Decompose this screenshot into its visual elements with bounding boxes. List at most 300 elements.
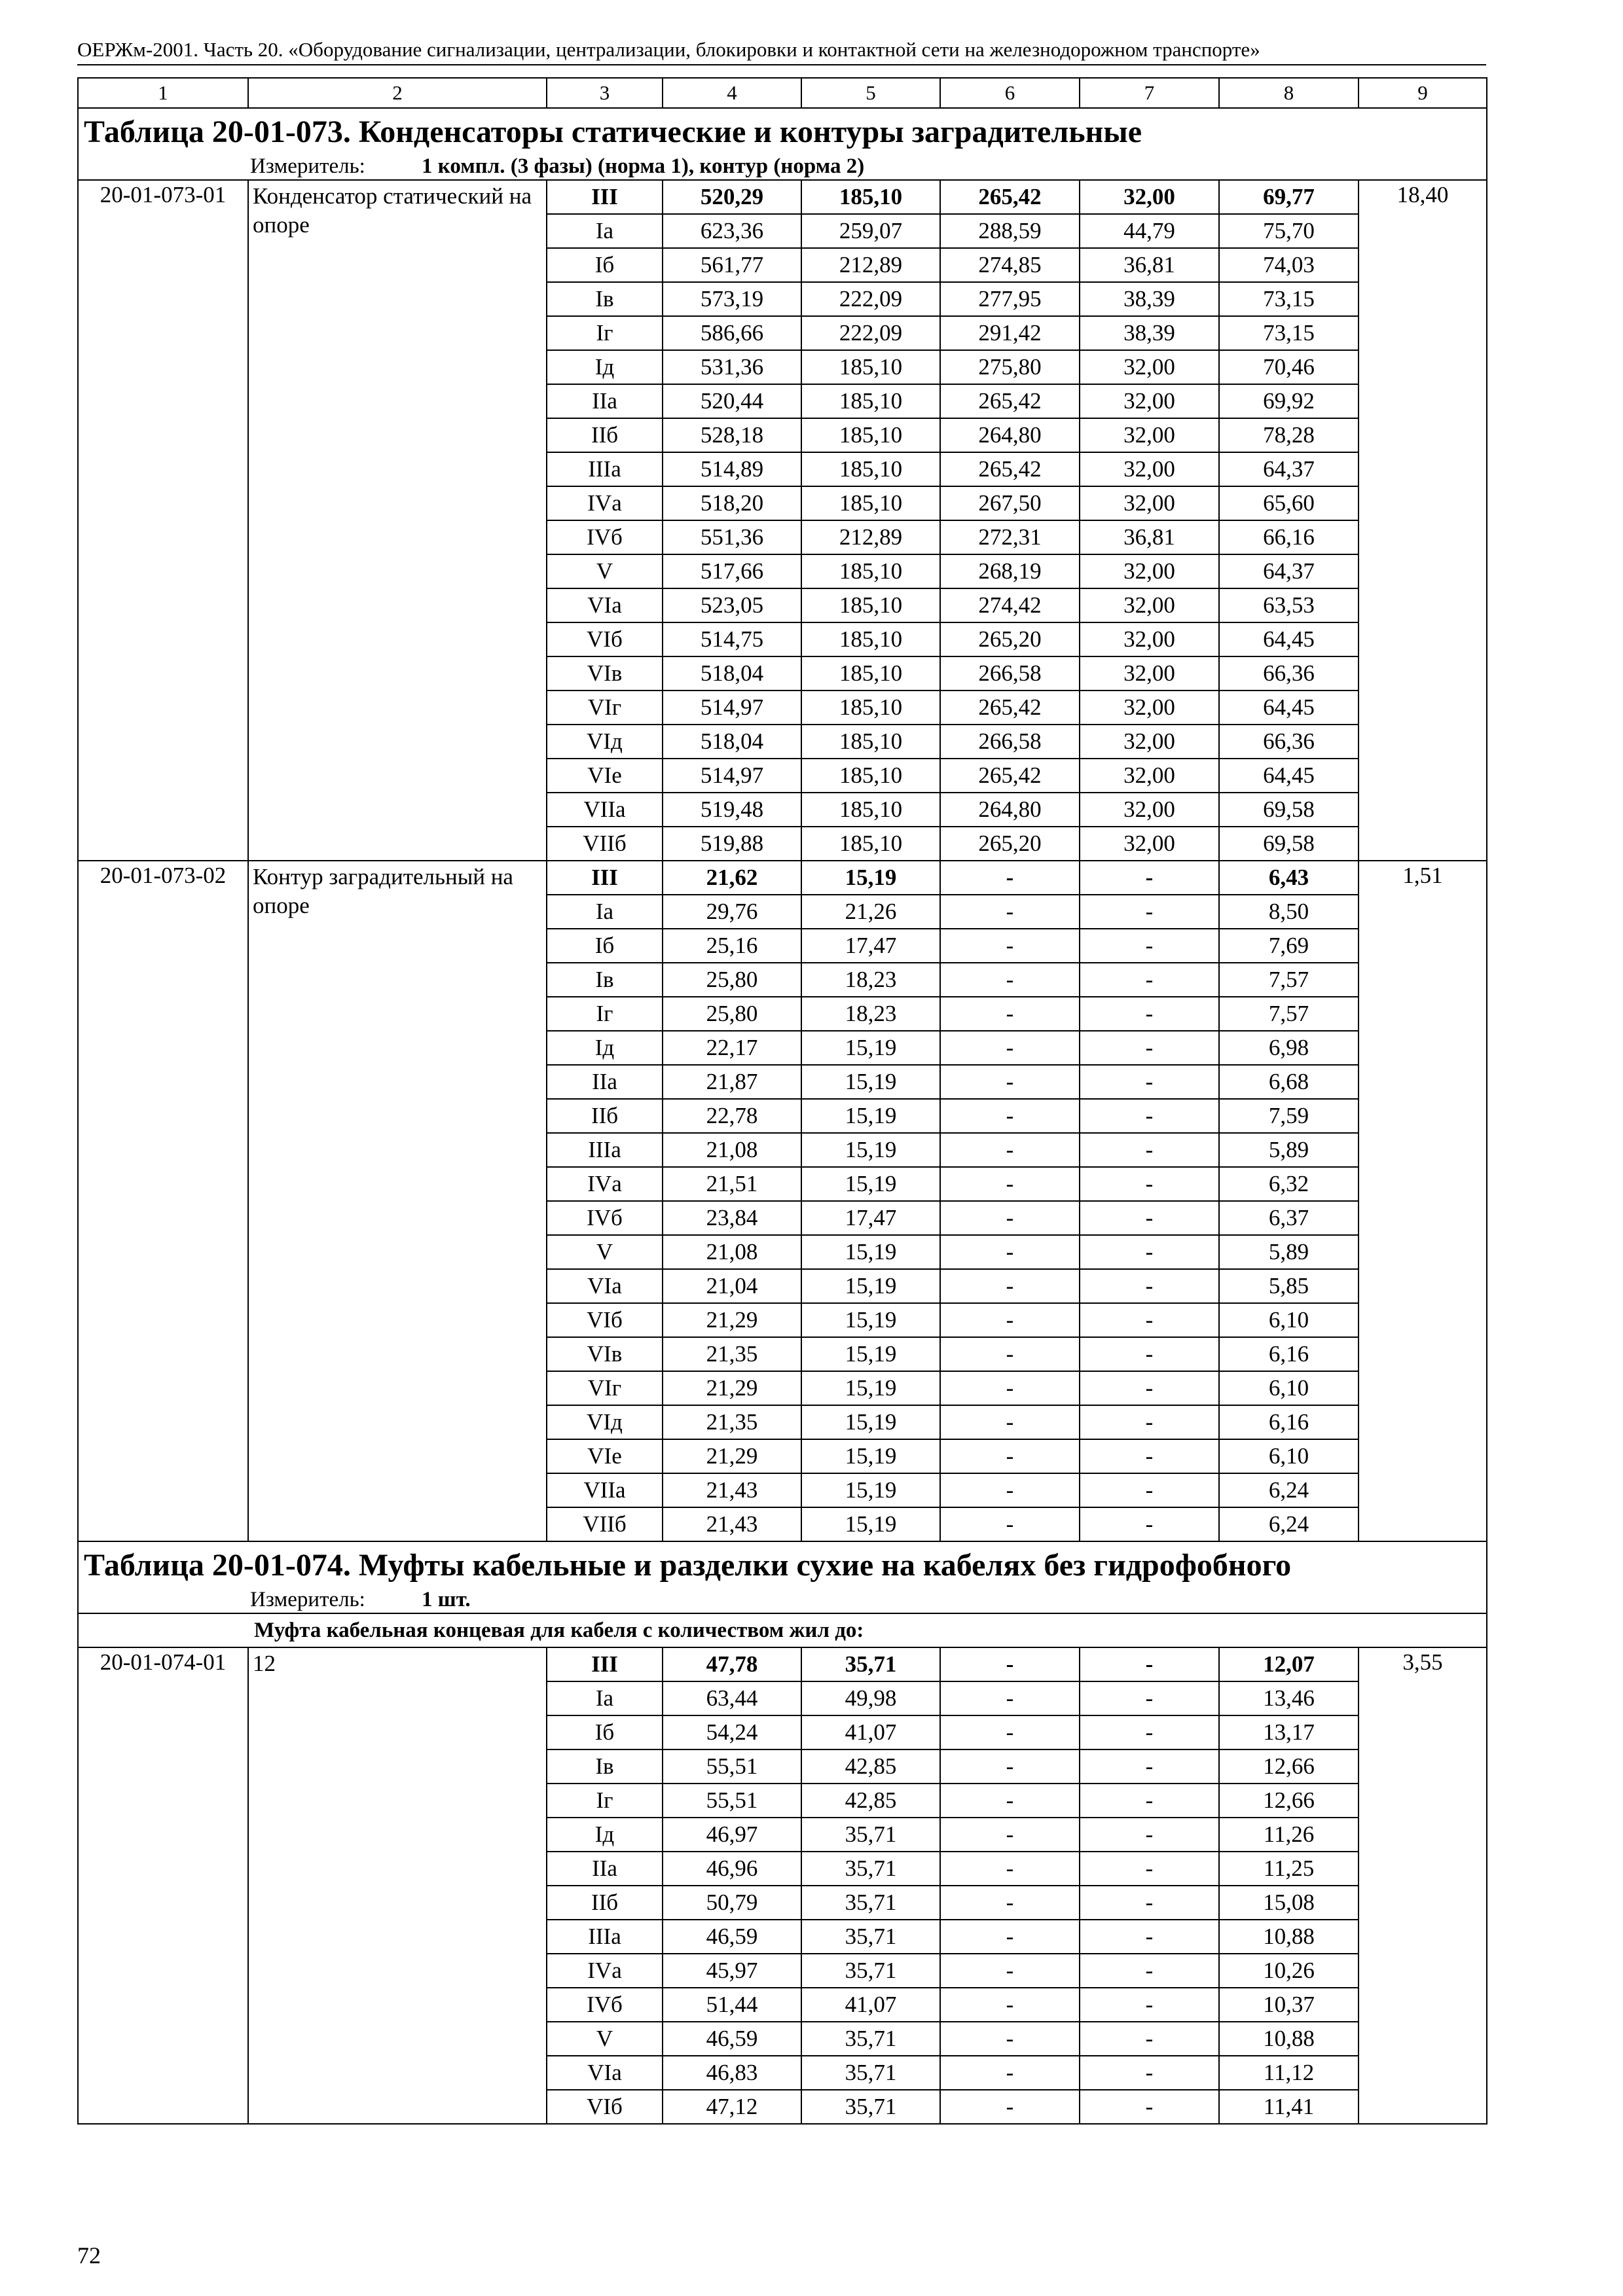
zone-cell: VIIб: [547, 1507, 663, 1541]
zone-cell: IIа: [547, 1065, 663, 1099]
value-cell: 10,88: [1219, 2022, 1359, 2056]
value-cell: 265,42: [940, 384, 1080, 418]
value-cell: -: [1080, 1099, 1219, 1133]
value-cell: -: [940, 1269, 1080, 1303]
value-cell: 21,87: [663, 1065, 801, 1099]
value-cell: 45,97: [663, 1954, 801, 1988]
value-cell: -: [1080, 895, 1219, 929]
value-cell: 185,10: [801, 384, 940, 418]
value-cell: -: [1080, 1235, 1219, 1269]
zone-cell: VIа: [547, 2056, 663, 2090]
value-cell: -: [1080, 1167, 1219, 1201]
value-cell: 21,08: [663, 1133, 801, 1167]
value-cell: 185,10: [801, 759, 940, 793]
value-cell: -: [940, 1167, 1080, 1201]
value-cell: 15,19: [801, 1269, 940, 1303]
measure-value: 1 компл. (3 фазы) (норма 1), контур (норма 2): [422, 154, 865, 178]
value-cell: 12,07: [1219, 1647, 1359, 1681]
rate-code: 20-01-073-02: [78, 861, 248, 1541]
value-cell: -: [1080, 1473, 1219, 1507]
value-cell: 264,80: [940, 793, 1080, 827]
table-row: [78, 180, 1487, 214]
value-cell: 64,37: [1219, 554, 1359, 588]
value-cell: 18,23: [801, 997, 940, 1031]
column-number: 1: [78, 78, 248, 108]
value-cell: 32,00: [1080, 452, 1219, 486]
zone-cell: Iг: [547, 1784, 663, 1818]
value-cell: -: [940, 1201, 1080, 1235]
zone-cell: III: [547, 1647, 663, 1681]
value-cell: 21,43: [663, 1473, 801, 1507]
value-cell: 69,92: [1219, 384, 1359, 418]
value-cell: 6,10: [1219, 1371, 1359, 1405]
zone-cell: V: [547, 1235, 663, 1269]
value-cell: 29,76: [663, 895, 801, 929]
column-number: 5: [801, 78, 940, 108]
value-cell: 42,85: [801, 1749, 940, 1784]
value-cell: 51,44: [663, 1988, 801, 2022]
zone-cell: VIе: [547, 759, 663, 793]
value-cell: -: [940, 1920, 1080, 1954]
value-cell: -: [940, 1473, 1080, 1507]
zone-cell: Iд: [547, 350, 663, 384]
value-cell: 11,26: [1219, 1818, 1359, 1852]
value-cell: 265,42: [940, 691, 1080, 725]
value-cell: 185,10: [801, 691, 940, 725]
zone-cell: Iг: [547, 997, 663, 1031]
zone-cell: VIв: [547, 1337, 663, 1371]
rate-code: 20-01-073-01: [78, 180, 248, 861]
value-cell: -: [1080, 1647, 1219, 1681]
table-title: Таблица 20-01-073. Конденсаторы статические и контуры заградительные: [78, 108, 1487, 153]
value-cell: 32,00: [1080, 384, 1219, 418]
value-cell: -: [940, 1065, 1080, 1099]
zone-cell: VIд: [547, 1405, 663, 1439]
value-cell: 35,71: [801, 2090, 940, 2124]
measure-label: Измеритель:: [250, 1588, 365, 1611]
zone-cell: Iб: [547, 248, 663, 282]
value-cell: 15,19: [801, 1099, 940, 1133]
value-cell: -: [1080, 1954, 1219, 1988]
value-cell: 15,19: [801, 1405, 940, 1439]
value-cell: 514,97: [663, 691, 801, 725]
value-cell: -: [940, 1818, 1080, 1852]
value-cell: 32,00: [1080, 725, 1219, 759]
value-cell: 519,88: [663, 827, 801, 861]
value-cell: 7,57: [1219, 963, 1359, 997]
value-cell: 35,71: [801, 1647, 940, 1681]
value-cell: 274,85: [940, 248, 1080, 282]
value-cell: 212,89: [801, 520, 940, 554]
zone-cell: Iб: [547, 929, 663, 963]
value-cell: 73,15: [1219, 316, 1359, 350]
value-cell: 288,59: [940, 214, 1080, 248]
value-cell: 25,80: [663, 963, 801, 997]
value-cell: 7,57: [1219, 997, 1359, 1031]
value-cell: 519,48: [663, 793, 801, 827]
value-cell: 36,81: [1080, 248, 1219, 282]
value-cell: -: [940, 2056, 1080, 2090]
value-cell: 32,00: [1080, 622, 1219, 656]
value-cell: 32,00: [1080, 827, 1219, 861]
value-cell: 66,36: [1219, 725, 1359, 759]
value-cell: 5,89: [1219, 1133, 1359, 1167]
value-cell: 36,81: [1080, 520, 1219, 554]
value-cell: 12,66: [1219, 1749, 1359, 1784]
value-cell: 15,19: [801, 1031, 940, 1065]
value-cell: 266,58: [940, 725, 1080, 759]
value-cell: -: [1080, 1818, 1219, 1852]
value-cell: 6,43: [1219, 861, 1359, 895]
zone-cell: IIа: [547, 1852, 663, 1886]
value-cell: 8,50: [1219, 895, 1359, 929]
value-cell: -: [1080, 861, 1219, 895]
value-cell: -: [1080, 1065, 1219, 1099]
value-cell: 6,24: [1219, 1473, 1359, 1507]
table-title: Таблица 20-01-074. Муфты кабельные и разделки сухие на кабелях без гидрофобного: [78, 1541, 1487, 1587]
value-cell: 25,16: [663, 929, 801, 963]
measure-value: 1 шт.: [422, 1588, 471, 1611]
zone-cell: VIг: [547, 691, 663, 725]
zone-cell: Iв: [547, 282, 663, 316]
zone-cell: V: [547, 554, 663, 588]
value-cell: 274,42: [940, 588, 1080, 622]
value-cell: -: [940, 2022, 1080, 2056]
value-cell: 50,79: [663, 1886, 801, 1920]
value-cell: 69,58: [1219, 827, 1359, 861]
value-cell: -: [1080, 1405, 1219, 1439]
measure-row: [78, 153, 1487, 180]
value-cell: -: [1080, 2056, 1219, 2090]
value-cell: 5,85: [1219, 1269, 1359, 1303]
value-cell: 15,08: [1219, 1886, 1359, 1920]
zone-cell: Iд: [547, 1031, 663, 1065]
value-cell: 212,89: [801, 248, 940, 282]
value-cell: 21,04: [663, 1269, 801, 1303]
value-cell: 15,19: [801, 1507, 940, 1541]
value-cell: 69,77: [1219, 180, 1359, 214]
value-cell: 6,16: [1219, 1405, 1359, 1439]
value-cell: 64,45: [1219, 759, 1359, 793]
value-cell: 11,41: [1219, 2090, 1359, 2124]
col9-value: 1,51: [1359, 861, 1487, 1541]
value-cell: 528,18: [663, 418, 801, 452]
value-cell: 35,71: [801, 1954, 940, 1988]
value-cell: 21,26: [801, 895, 940, 929]
value-cell: 38,39: [1080, 316, 1219, 350]
value-cell: 15,19: [801, 1439, 940, 1473]
value-cell: 185,10: [801, 588, 940, 622]
value-cell: -: [940, 1681, 1080, 1715]
value-cell: -: [1080, 1920, 1219, 1954]
value-cell: -: [1080, 1031, 1219, 1065]
value-cell: 6,24: [1219, 1507, 1359, 1541]
value-cell: -: [940, 1133, 1080, 1167]
zone-cell: VIб: [547, 1303, 663, 1337]
zone-cell: Iв: [547, 1749, 663, 1784]
value-cell: -: [940, 1439, 1080, 1473]
value-cell: 44,79: [1080, 214, 1219, 248]
value-cell: 518,04: [663, 656, 801, 691]
value-cell: 32,00: [1080, 350, 1219, 384]
value-cell: 222,09: [801, 316, 940, 350]
value-cell: 185,10: [801, 452, 940, 486]
value-cell: 10,37: [1219, 1988, 1359, 2022]
value-cell: 41,07: [801, 1715, 940, 1749]
zone-cell: Iа: [547, 214, 663, 248]
value-cell: 12,66: [1219, 1784, 1359, 1818]
value-cell: 66,16: [1219, 520, 1359, 554]
value-cell: 185,10: [801, 418, 940, 452]
value-cell: 35,71: [801, 1852, 940, 1886]
column-number: 4: [663, 78, 801, 108]
value-cell: 11,25: [1219, 1852, 1359, 1886]
value-cell: 7,59: [1219, 1099, 1359, 1133]
value-cell: 277,95: [940, 282, 1080, 316]
value-cell: 15,19: [801, 1337, 940, 1371]
value-cell: 35,71: [801, 2056, 940, 2090]
zone-cell: VIIа: [547, 1473, 663, 1507]
value-cell: -: [940, 1954, 1080, 1988]
value-cell: 185,10: [801, 827, 940, 861]
value-cell: 17,47: [801, 1201, 940, 1235]
value-cell: 23,84: [663, 1201, 801, 1235]
zone-cell: IVа: [547, 1954, 663, 1988]
value-cell: 15,19: [801, 861, 940, 895]
value-cell: 520,44: [663, 384, 801, 418]
value-cell: -: [1080, 1371, 1219, 1405]
value-cell: 32,00: [1080, 486, 1219, 520]
value-cell: 518,20: [663, 486, 801, 520]
value-cell: -: [1080, 1201, 1219, 1235]
zone-cell: Iа: [547, 1681, 663, 1715]
value-cell: -: [940, 861, 1080, 895]
value-cell: 22,17: [663, 1031, 801, 1065]
value-cell: 7,69: [1219, 929, 1359, 963]
zone-cell: Iа: [547, 895, 663, 929]
column-number: 8: [1219, 78, 1359, 108]
value-cell: 32,00: [1080, 588, 1219, 622]
value-cell: 21,62: [663, 861, 801, 895]
column-number-row: [78, 78, 1487, 108]
value-cell: -: [1080, 1988, 1219, 2022]
measure-cell: [78, 153, 1487, 180]
rate-name: Контур заградительный на опоре: [248, 861, 547, 1541]
col9-value: 3,55: [1359, 1647, 1487, 2124]
value-cell: 66,36: [1219, 656, 1359, 691]
measure-label: Измеритель:: [250, 154, 365, 178]
value-cell: 185,10: [801, 725, 940, 759]
value-cell: 275,80: [940, 350, 1080, 384]
zone-cell: IIIа: [547, 1133, 663, 1167]
value-cell: -: [940, 1405, 1080, 1439]
value-cell: 15,19: [801, 1303, 940, 1337]
value-cell: 32,00: [1080, 793, 1219, 827]
value-cell: 15,19: [801, 1133, 940, 1167]
value-cell: -: [1080, 1303, 1219, 1337]
value-cell: 35,71: [801, 1886, 940, 1920]
rates-table: [77, 77, 1487, 2125]
value-cell: 38,39: [1080, 282, 1219, 316]
value-cell: 15,19: [801, 1371, 940, 1405]
zone-cell: Iг: [547, 316, 663, 350]
table-title-row: [78, 108, 1487, 153]
value-cell: 514,89: [663, 452, 801, 486]
zone-cell: VIг: [547, 1371, 663, 1405]
value-cell: -: [940, 1715, 1080, 1749]
value-cell: 6,10: [1219, 1439, 1359, 1473]
value-cell: 47,78: [663, 1647, 801, 1681]
value-cell: 32,00: [1080, 418, 1219, 452]
value-cell: 517,66: [663, 554, 801, 588]
value-cell: -: [940, 997, 1080, 1031]
value-cell: 49,98: [801, 1681, 940, 1715]
column-number: 6: [940, 78, 1080, 108]
value-cell: 272,31: [940, 520, 1080, 554]
value-cell: 185,10: [801, 554, 940, 588]
value-cell: 6,32: [1219, 1167, 1359, 1201]
zone-cell: IIIа: [547, 1920, 663, 1954]
value-cell: 265,20: [940, 622, 1080, 656]
value-cell: -: [1080, 1852, 1219, 1886]
value-cell: 13,46: [1219, 1681, 1359, 1715]
value-cell: -: [1080, 1337, 1219, 1371]
value-cell: 185,10: [801, 793, 940, 827]
zone-cell: VIд: [547, 725, 663, 759]
value-cell: 514,75: [663, 622, 801, 656]
value-cell: 11,12: [1219, 2056, 1359, 2090]
zone-cell: IVб: [547, 1988, 663, 2022]
value-cell: -: [940, 1852, 1080, 1886]
value-cell: 21,43: [663, 1507, 801, 1541]
column-number: 7: [1080, 78, 1219, 108]
value-cell: -: [940, 1886, 1080, 1920]
measure-cell: [78, 1587, 1487, 1613]
value-cell: 15,19: [801, 1065, 940, 1099]
value-cell: 25,80: [663, 997, 801, 1031]
value-cell: 42,85: [801, 1784, 940, 1818]
subheading-row: [78, 1613, 1487, 1647]
value-cell: 70,46: [1219, 350, 1359, 384]
value-cell: 41,07: [801, 1988, 940, 2022]
value-cell: 46,59: [663, 1920, 801, 1954]
value-cell: 531,36: [663, 350, 801, 384]
value-cell: 21,35: [663, 1405, 801, 1439]
value-cell: 21,29: [663, 1439, 801, 1473]
value-cell: -: [1080, 2090, 1219, 2124]
value-cell: 623,36: [663, 214, 801, 248]
table-body: [78, 78, 1487, 2124]
value-cell: 573,19: [663, 282, 801, 316]
value-cell: 35,71: [801, 2022, 940, 2056]
value-cell: 13,17: [1219, 1715, 1359, 1749]
value-cell: 222,09: [801, 282, 940, 316]
value-cell: 78,28: [1219, 418, 1359, 452]
zone-cell: IVб: [547, 520, 663, 554]
value-cell: 10,26: [1219, 1954, 1359, 1988]
value-cell: 75,70: [1219, 214, 1359, 248]
value-cell: -: [940, 1749, 1080, 1784]
zone-cell: VIв: [547, 656, 663, 691]
value-cell: 18,23: [801, 963, 940, 997]
value-cell: -: [1080, 1886, 1219, 1920]
value-cell: -: [940, 895, 1080, 929]
value-cell: 259,07: [801, 214, 940, 248]
value-cell: -: [940, 929, 1080, 963]
value-cell: -: [940, 1303, 1080, 1337]
value-cell: 55,51: [663, 1784, 801, 1818]
value-cell: 63,53: [1219, 588, 1359, 622]
value-cell: -: [940, 1235, 1080, 1269]
column-number: 9: [1359, 78, 1487, 108]
value-cell: 185,10: [801, 180, 940, 214]
zone-cell: VIб: [547, 622, 663, 656]
zone-cell: III: [547, 861, 663, 895]
zone-cell: IIIа: [547, 452, 663, 486]
value-cell: -: [1080, 1439, 1219, 1473]
rate-name: 12: [248, 1647, 547, 2124]
zone-cell: VIб: [547, 2090, 663, 2124]
column-number: 2: [248, 78, 547, 108]
zone-cell: Iд: [547, 1818, 663, 1852]
value-cell: 291,42: [940, 316, 1080, 350]
value-cell: -: [940, 1647, 1080, 1681]
value-cell: 6,10: [1219, 1303, 1359, 1337]
zone-cell: IIб: [547, 418, 663, 452]
value-cell: 21,29: [663, 1371, 801, 1405]
value-cell: 64,45: [1219, 622, 1359, 656]
zone-cell: VIIб: [547, 827, 663, 861]
value-cell: 185,10: [801, 656, 940, 691]
value-cell: 5,89: [1219, 1235, 1359, 1269]
value-cell: 64,37: [1219, 452, 1359, 486]
value-cell: 265,20: [940, 827, 1080, 861]
value-cell: -: [1080, 1269, 1219, 1303]
value-cell: 32,00: [1080, 691, 1219, 725]
value-cell: 561,77: [663, 248, 801, 282]
value-cell: -: [940, 1988, 1080, 2022]
value-cell: 47,12: [663, 2090, 801, 2124]
zone-cell: Iб: [547, 1715, 663, 1749]
zone-cell: Iв: [547, 963, 663, 997]
value-cell: 35,71: [801, 1818, 940, 1852]
value-cell: 268,19: [940, 554, 1080, 588]
value-cell: 523,05: [663, 588, 801, 622]
measure-row: [78, 1587, 1487, 1613]
value-cell: 6,16: [1219, 1337, 1359, 1371]
table-title-row: [78, 1541, 1487, 1587]
zone-cell: IIб: [547, 1886, 663, 1920]
zone-cell: IIб: [547, 1099, 663, 1133]
value-cell: 267,50: [940, 486, 1080, 520]
value-cell: 46,96: [663, 1852, 801, 1886]
value-cell: 185,10: [801, 350, 940, 384]
value-cell: -: [1080, 1715, 1219, 1749]
value-cell: 6,98: [1219, 1031, 1359, 1065]
value-cell: 15,19: [801, 1167, 940, 1201]
value-cell: 6,37: [1219, 1201, 1359, 1235]
value-cell: 586,66: [663, 316, 801, 350]
value-cell: 266,58: [940, 656, 1080, 691]
value-cell: -: [1080, 1784, 1219, 1818]
value-cell: 264,80: [940, 418, 1080, 452]
value-cell: 55,51: [663, 1749, 801, 1784]
table-row: [78, 1647, 1487, 1681]
page-number: 72: [77, 2242, 101, 2269]
value-cell: -: [1080, 963, 1219, 997]
value-cell: -: [940, 1099, 1080, 1133]
value-cell: 69,58: [1219, 793, 1359, 827]
